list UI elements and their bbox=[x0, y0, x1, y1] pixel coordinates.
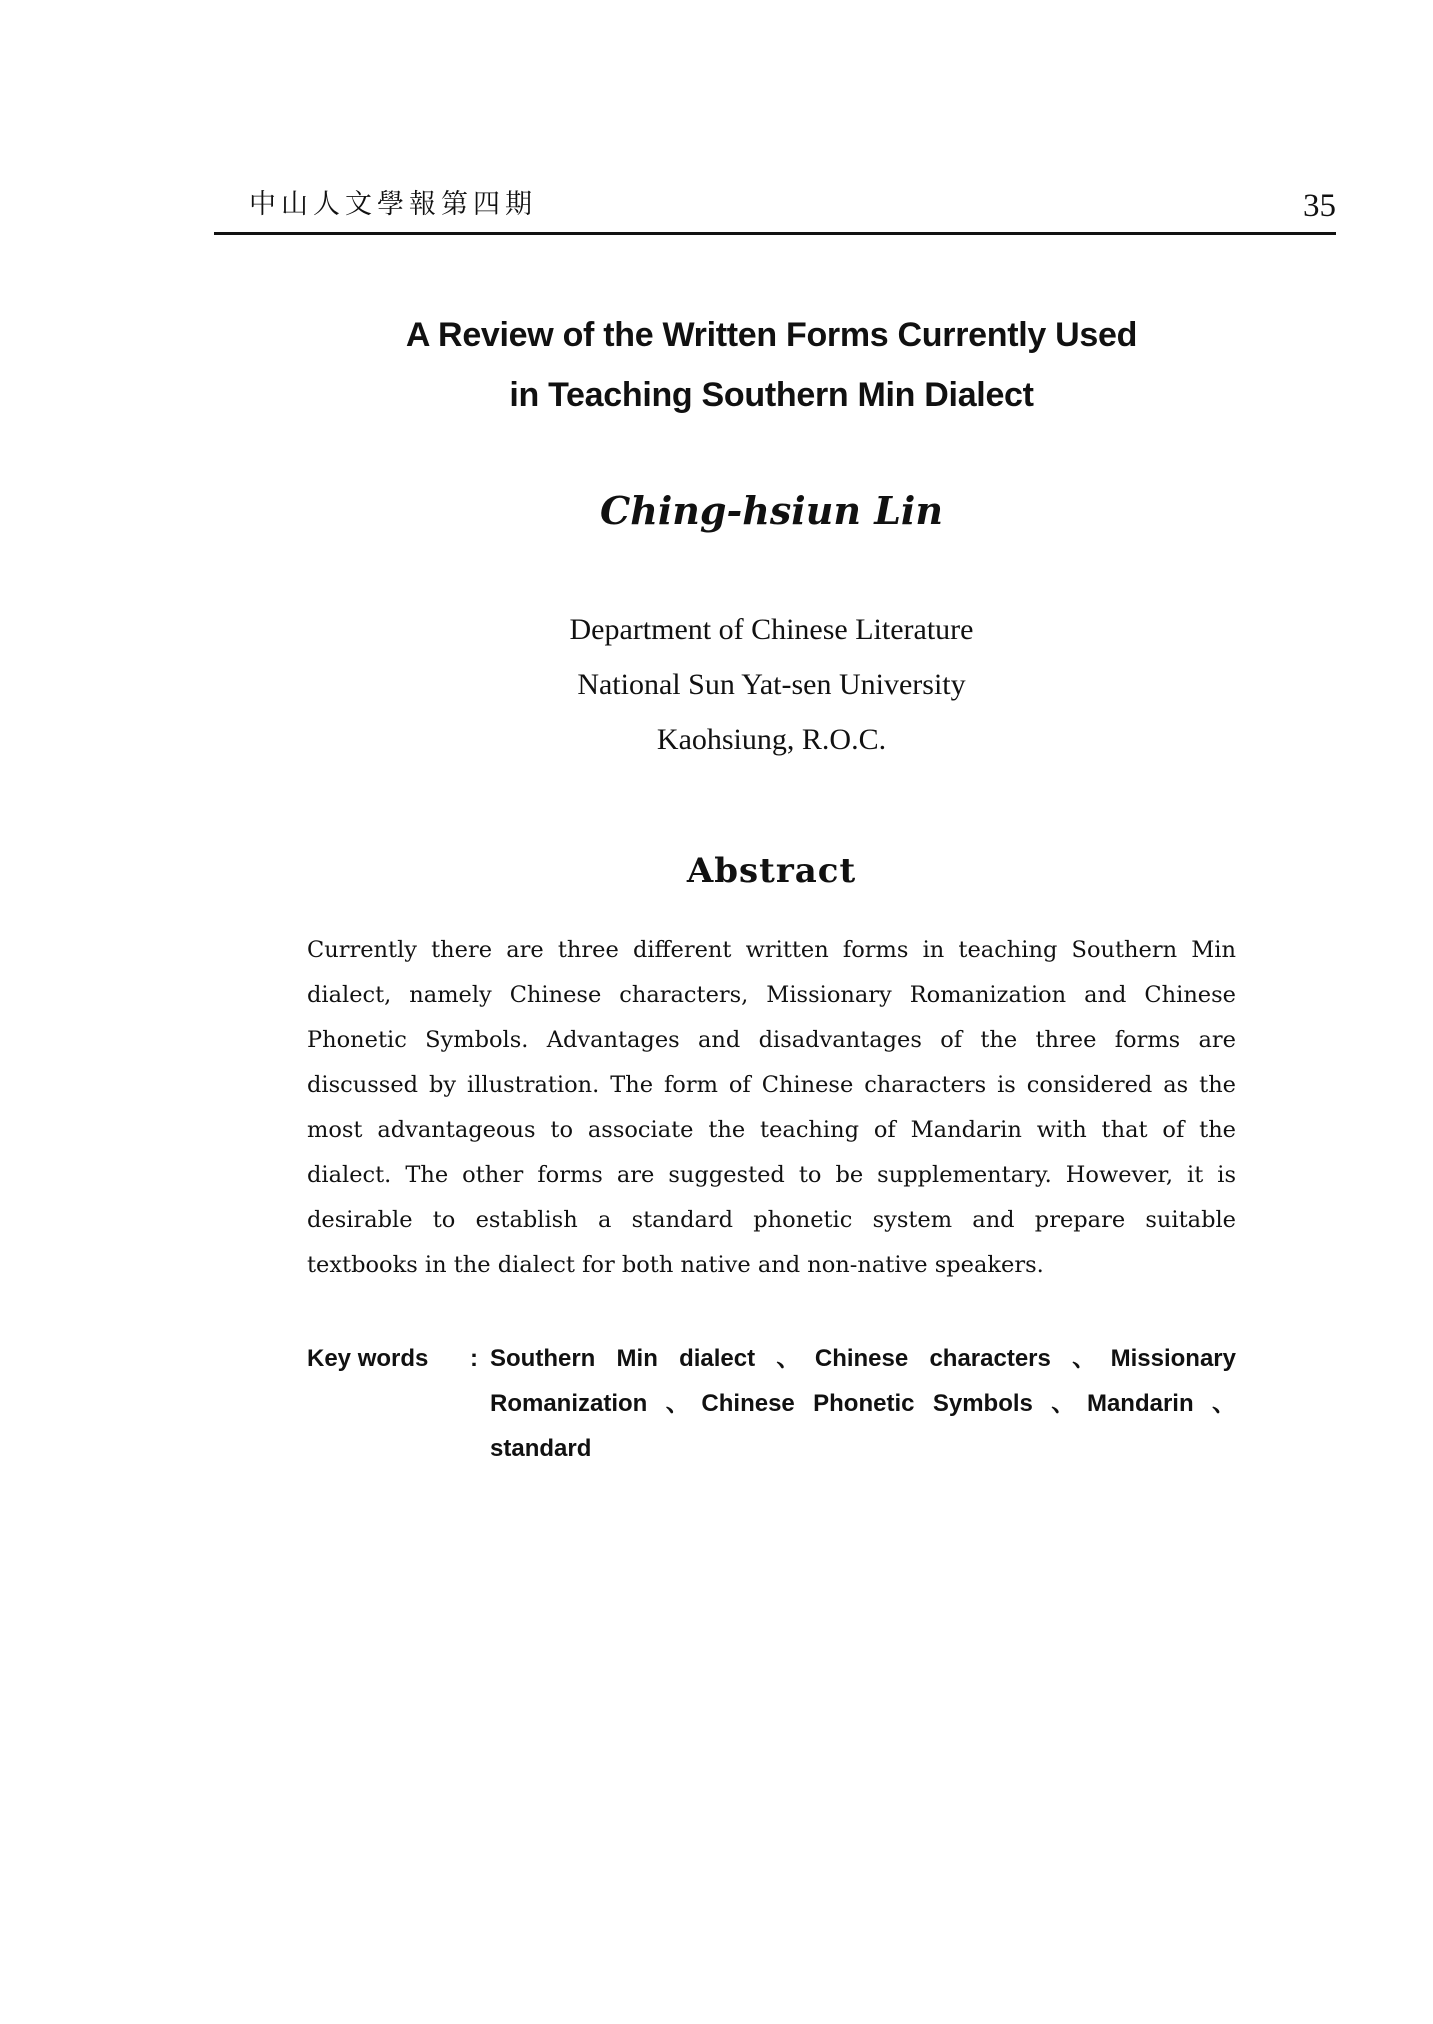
running-header bbox=[214, 186, 1336, 235]
paper-title bbox=[0, 305, 1433, 425]
author-name: Ching-hsiun Lin bbox=[599, 488, 943, 533]
abstract-body: Currently there are three different written forms in teaching Southern Min dialect, namely Chinese characters, Missionary Romanization and Chinese Phonetic Symbols. Advantages and disadvantages of the three forms are discussed by illustration. The form of Chinese characters is considered as the most advantageous to associate the teaching of Mandarin with that of the dialect. The other forms are suggested to be supplementary. However, it is desirable to establish a standard phonetic system and prepare suitable textbooks in the dialect for both native and non-native speakers. bbox=[307, 937, 1236, 1278]
keywords-colon: : bbox=[470, 1345, 478, 1372]
journal-name: 中山人文學報第四期 bbox=[249, 189, 537, 220]
affiliation-location: Kaohsiung, R.O.C. bbox=[656, 723, 887, 756]
title-line-2: in Teaching Southern Min Dialect bbox=[509, 376, 1034, 414]
keywords-list: Southern Min dialect 、Chinese characters 、Missionary Romanization 、Chinese Phonetic Symbols 、Mandarin 、standard bbox=[490, 1345, 1236, 1462]
affiliation-university: National Sun Yat-sen University bbox=[577, 668, 966, 701]
affiliation-department: Department of Chinese Literature bbox=[569, 613, 974, 646]
abstract-heading: Abstract bbox=[686, 851, 857, 891]
keywords-label: Key words bbox=[307, 1345, 429, 1372]
title-line-1: A Review of the Written Forms Currently Used bbox=[405, 316, 1138, 354]
author-affiliation bbox=[0, 602, 1433, 767]
page-number: 35 bbox=[1303, 188, 1336, 224]
